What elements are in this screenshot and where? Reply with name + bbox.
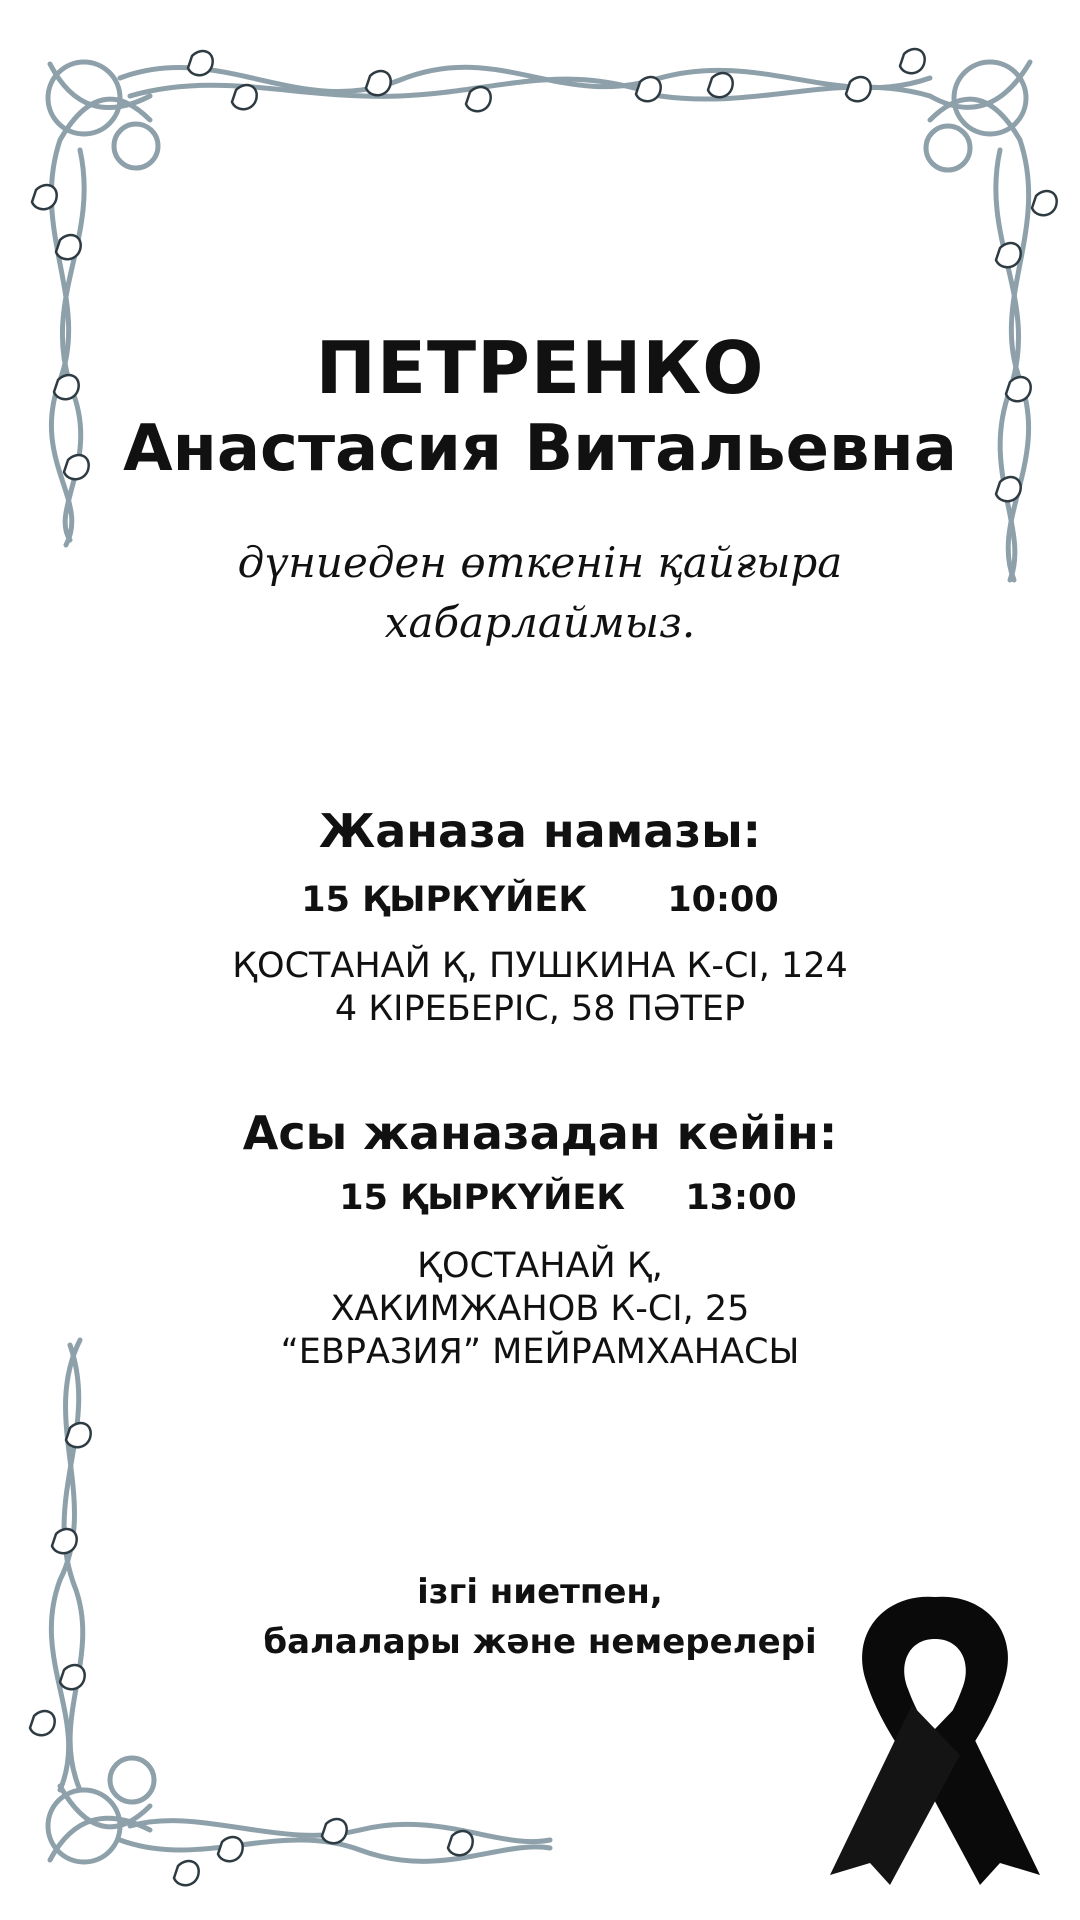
memorial-meal-time: 13:00 bbox=[685, 1178, 797, 1218]
deceased-given-name: Анастасия Витальевна bbox=[123, 412, 957, 486]
janaza-address-line-2: 4 КІРЕБЕРІС, 58 ПӘТЕР bbox=[334, 989, 746, 1029]
memorial-meal-heading: Асы жаназадан кейін: bbox=[242, 1106, 838, 1160]
memorial-meal-address-line-1: ҚОСТАНАЙ Қ, bbox=[417, 1246, 663, 1286]
black-mourning-ribbon-icon bbox=[790, 1585, 1080, 1895]
janaza-address bbox=[0, 945, 1080, 1031]
memorial-meal-address-line-2: ХАКИМЖАНОВ К-СІ, 25 bbox=[330, 1289, 750, 1329]
janaza-heading: Жаназа намазы: bbox=[318, 804, 762, 858]
announcement-line-2: хабарлаймыз. bbox=[384, 598, 696, 647]
signature-line-1: ізгі ниетпен, bbox=[417, 1572, 663, 1612]
janaza-datetime bbox=[0, 880, 1080, 920]
announcement-text bbox=[0, 533, 1080, 653]
announcement-line-1: дүниеден өткенін қайғыра bbox=[237, 538, 843, 587]
janaza-time: 10:00 bbox=[667, 880, 779, 920]
memorial-meal-datetime bbox=[28, 1178, 1080, 1218]
memorial-meal-address-line-3: “ЕВРАЗИЯ” МЕЙРАМХАНАСЫ bbox=[280, 1332, 800, 1372]
memorial-meal-date: 15 ҚЫРКҮЙЕК bbox=[339, 1178, 625, 1218]
signature-line-2: балалары және немерелері bbox=[263, 1622, 817, 1662]
janaza-date: 15 ҚЫРКҮЙЕК bbox=[301, 880, 587, 920]
janaza-address-line-1: ҚОСТАНАЙ Қ, ПУШКИНА К-СІ, 124 bbox=[232, 946, 848, 986]
deceased-surname: ПЕТРЕНКО bbox=[315, 326, 765, 410]
memorial-meal-address bbox=[0, 1245, 1080, 1374]
